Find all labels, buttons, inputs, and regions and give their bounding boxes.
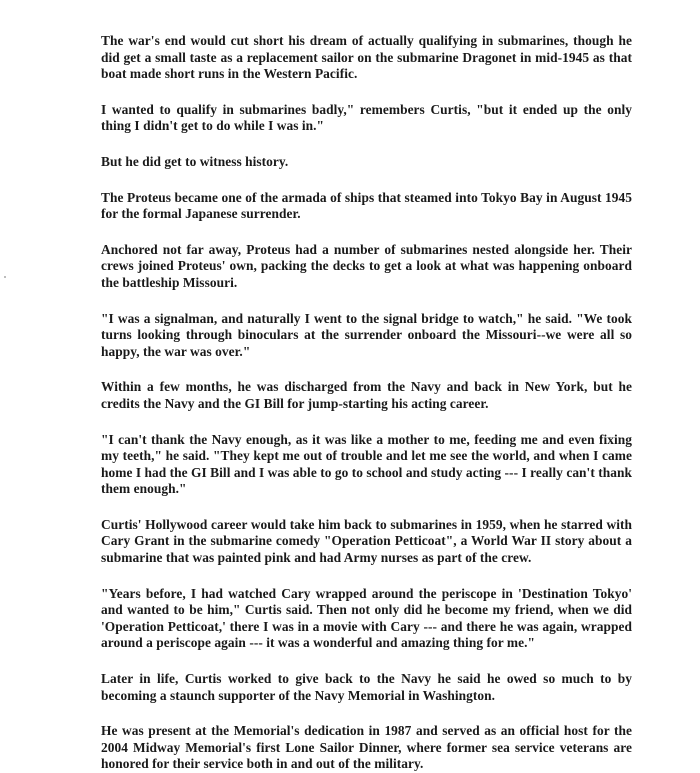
paragraph-lone-sailor-dinner: He was present at the Memorial's dedication in 1987 and served as an official host for the 2004 Midway Memorial's first Lone Sailor Dinner, where former sea service veterans are honored for their service both in and out of the military.: [101, 723, 632, 772]
paragraph-submarines-nested: Anchored not far away, Proteus had a number of submarines nested alongside her. Their crews joined Proteus' own, packing the decks to get a look at what was happening onboard the battleship Missouri.: [101, 241, 632, 290]
paragraph-operation-petticoat: Curtis' Hollywood career would take him back to submarines in 1959, when he starred with Cary Grant in the submarine comedy "Operation Petticoat", a World War II story about a submarine that was painted pink and had Army nurses as part of the crew.: [101, 516, 632, 566]
paragraph-dragonet: The war's end would cut short his dream of actually qualifying in submarines, though he did get a small taste as a replacement sailor on the submarine Dragonet in mid-1945 as that boat made short runs in the Western Pacific.: [101, 33, 632, 82]
paragraph-navy-memorial: Later in life, Curtis worked to give back to the Navy he said he owed so much to by becoming a staunch supporter of the Navy Memorial in Washington.: [101, 671, 632, 703]
paragraph-tokyo-bay: The Proteus became one of the armada of ships that steamed into Tokyo Bay in August 1945 for the formal Japanese surrender.: [101, 189, 632, 222]
paragraph-periscope-quote: "Years before, I had watched Cary wrapped around the periscope in 'Destination Tokyo' and wanted to be him," Curtis said. Then not only did he become my friend, when we did 'Operation Petticoat,' there I was in a movie with Cary --- and there he was again, wrapped around a periscope again --- it was a wonderful and amazing thing for me.": [101, 585, 632, 651]
paragraph-signalman-quote: "I was a signalman, and naturally I went to the signal bridge to watch," he said. "We took turns looking through binoculars at the surrender onboard the Missouri--we were all so happy, the war was over.": [101, 310, 632, 359]
paragraph-witness-history: But he did get to witness history.: [101, 153, 289, 169]
paragraph-discharged: Within a few months, he was discharged from the Navy and back in New York, but he credits the Navy and the GI Bill for jump-starting his acting career.: [101, 379, 632, 411]
scan-speck: [4, 276, 6, 278]
paragraph-qualify-quote: I wanted to qualify in submarines badly," remembers Curtis, "but it ended up the only thing I didn't get to do while I was in.": [101, 101, 632, 134]
paragraph-thank-navy-quote: "I can't thank the Navy enough, as it was like a mother to me, feeding me and even fixing my teeth," he said. "They kept me out of trouble and let me see the world, and when I came home I had the GI Bill and I was able to go to school and study acting --- I really can't thank them enough.": [101, 431, 632, 497]
